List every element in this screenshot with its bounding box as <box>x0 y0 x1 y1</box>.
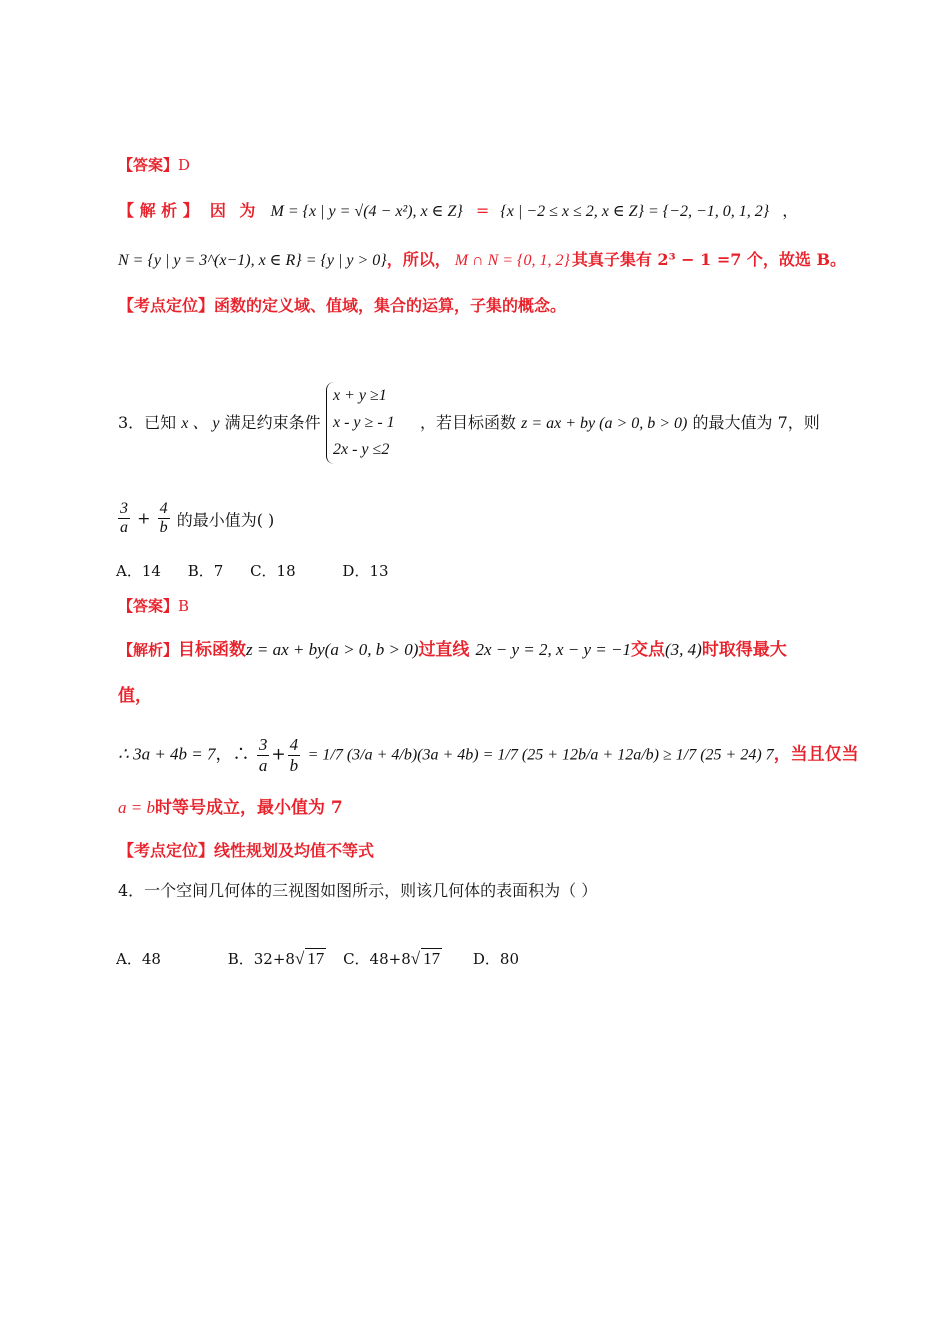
analysis-expr: z = ax + by(a > 0, b > 0) <box>246 640 419 659</box>
goal-text: ，若目标函数 <box>420 413 517 432</box>
q3-number: 3．已知 <box>118 413 177 432</box>
analysis-because: 因 为 <box>209 201 260 220</box>
q2-analysis-line1 <box>118 198 798 221</box>
analysis-3: 交点 <box>630 640 665 660</box>
sqrt-value: 17 <box>423 949 441 968</box>
step-sep: ，∴ <box>215 744 250 765</box>
analysis-lines: 2x − y = 2, x − y = −1 <box>475 640 631 659</box>
analysis-label: 【解析】 <box>118 641 179 659</box>
q3-analysis-steps <box>118 735 859 775</box>
option-b: B．7 <box>187 562 224 580</box>
comma: ， <box>782 201 799 220</box>
sqrt-b: √ 17 <box>294 949 325 968</box>
q3-analysis-5: 值， <box>118 686 152 706</box>
q3-options <box>116 560 389 581</box>
m-set: M = {x | y = √(4 − x²), x ∈ Z} <box>270 203 463 220</box>
option-d: D．80 <box>472 950 519 968</box>
analysis-4: 时取得最大 <box>701 640 787 660</box>
sqrt-value: 17 <box>307 949 325 968</box>
step-plus: + <box>271 744 286 765</box>
q3-analysis-line1 <box>118 635 787 660</box>
step-fraction-3a <box>257 735 270 775</box>
goal-tail: 的最大值为 7，则 <box>692 413 820 432</box>
point-text: 线性规划及均值不等式 <box>214 841 375 860</box>
option-a: A．48 <box>116 950 161 968</box>
constraint-1: x + y ≥1 <box>333 387 387 404</box>
q3-xy: x 、 y <box>181 415 220 432</box>
q4-question: 4．一个空间几何体的三视图如图所示，则该几何体的表面积为（ ） <box>118 881 598 900</box>
q3-constraint-text: 满足约束条件 <box>224 413 321 432</box>
option-b: B．32+8 <box>227 950 295 968</box>
q3-point <box>118 838 374 861</box>
q2-point <box>118 293 566 316</box>
proper-subsets: 其真子集有 2³ − 1 =7 个，故选 B。 <box>571 250 847 269</box>
analysis-point: (3, 4) <box>664 640 702 659</box>
frac-den: b <box>289 755 299 775</box>
q3-intro <box>118 410 321 433</box>
answer-label: 【答案】 <box>118 597 179 615</box>
frac-num: 3 <box>118 500 130 519</box>
answer-label: 【答案】 <box>118 156 179 174</box>
constraint-2: x - y ≥ - 1 <box>333 414 395 431</box>
n-set: N = {y | y = 3^(x−1), x ∈ R} = {y | y > 0} <box>118 252 387 269</box>
so-text: ，所以， <box>386 250 451 269</box>
step-2: = 1/7 (3/a + 4/b)(3a + 4b) = 1/7 (25 + 12b/a + 12a/b) ≥ 1/7 (25 + 24) 7 <box>307 746 774 764</box>
frac-den: a <box>258 755 268 775</box>
frac-num: 3 <box>258 735 268 754</box>
m-eq: = <box>475 201 490 220</box>
q3-analysis-end <box>118 793 343 818</box>
q2-answer <box>118 154 190 175</box>
analysis-2: 过直线 <box>418 640 470 660</box>
min-text: 的最小值为( ) <box>176 510 275 530</box>
step-3: ，当且仅当 <box>773 744 859 765</box>
constraint-3: 2x - y ≤2 <box>333 441 390 458</box>
point-label: 【考点定位】 <box>118 296 215 315</box>
sqrt-c: √ 17 <box>410 949 441 968</box>
step-fraction-4b <box>288 735 301 775</box>
option-a: A．14 <box>116 562 161 580</box>
step-5: 时等号成立，最小值为 7 <box>154 798 343 818</box>
fraction-3-over-a <box>118 500 130 538</box>
point-label: 【考点定位】 <box>118 841 215 860</box>
fraction-4-over-b <box>158 500 170 538</box>
answer-value: B <box>178 597 190 615</box>
q3-goal <box>420 410 820 433</box>
q3-answer <box>118 595 189 616</box>
option-c: C．18 <box>250 562 296 580</box>
plus-sign: + <box>137 508 151 528</box>
constraint-system <box>326 382 395 464</box>
answer-value: D <box>178 156 191 174</box>
point-text: 函数的定义域、值域，集合的运算，子集的概念。 <box>214 296 567 315</box>
step-1: ∴ 3a + 4b = 7 <box>118 744 216 764</box>
frac-den: a <box>120 519 128 537</box>
step-4: a = b <box>118 798 155 817</box>
frac-num: 4 <box>289 735 299 754</box>
goal-expr: z = ax + by (a > 0, b > 0) <box>521 415 688 432</box>
m-set-2: {x | −2 ≤ x ≤ 2, x ∈ Z} = {−2, −1, 0, 1, 2} <box>500 203 770 220</box>
option-d: D．13 <box>342 562 389 580</box>
q3-min-expr <box>116 500 274 538</box>
q2-analysis-line2 <box>118 247 846 270</box>
frac-den: b <box>159 519 168 537</box>
analysis-label: 【 解 析 】 <box>118 201 199 220</box>
frac-num: 4 <box>158 500 170 519</box>
option-c: C．48+8 <box>343 950 411 968</box>
analysis-1: 目标函数 <box>178 640 247 660</box>
q4-options <box>116 948 519 969</box>
intersection: M ∩ N = {0, 1, 2} <box>454 252 570 269</box>
